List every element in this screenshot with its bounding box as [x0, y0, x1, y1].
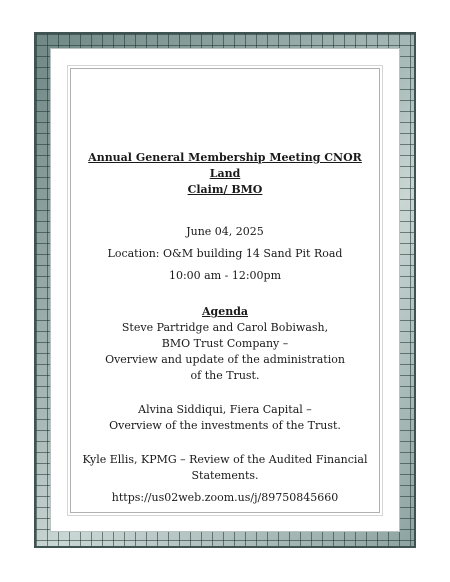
title-line-1: Annual General Membership Meeting CNOR Land	[88, 151, 362, 180]
agenda-item-line: of the Trust.	[190, 369, 260, 382]
document-title	[80, 150, 370, 198]
flyer-content	[80, 150, 370, 506]
meeting-date: June 04, 2025	[186, 225, 264, 238]
agenda-item-line: Statements.	[191, 469, 259, 482]
zoom-link[interactable]: https://us02web.zoom.us/j/89750845660	[111, 491, 339, 504]
agenda-item-line: Overview and update of the administration	[105, 353, 345, 366]
agenda-item-3	[80, 452, 370, 484]
agenda-item-line: Kyle Ellis, KPMG – Review of the Audited Financial	[82, 453, 368, 466]
agenda-item-1	[80, 320, 370, 384]
agenda-item-line: Alvina Siddiqui, Fiera Capital –	[138, 403, 312, 416]
meeting-location: Location: O&M building 14 Sand Pit Road	[107, 247, 343, 260]
meeting-time: 10:00 am - 12:00pm	[168, 269, 282, 282]
agenda-item-2	[80, 402, 370, 434]
title-line-2: Claim/ BMO	[187, 183, 263, 196]
agenda-item-line: Overview of the investments of the Trust.	[109, 419, 341, 432]
agenda-item-line: BMO Trust Company –	[161, 337, 289, 350]
agenda-item-line: Steve Partridge and Carol Bobiwash,	[121, 321, 329, 334]
agenda-heading: Agenda	[201, 305, 249, 318]
